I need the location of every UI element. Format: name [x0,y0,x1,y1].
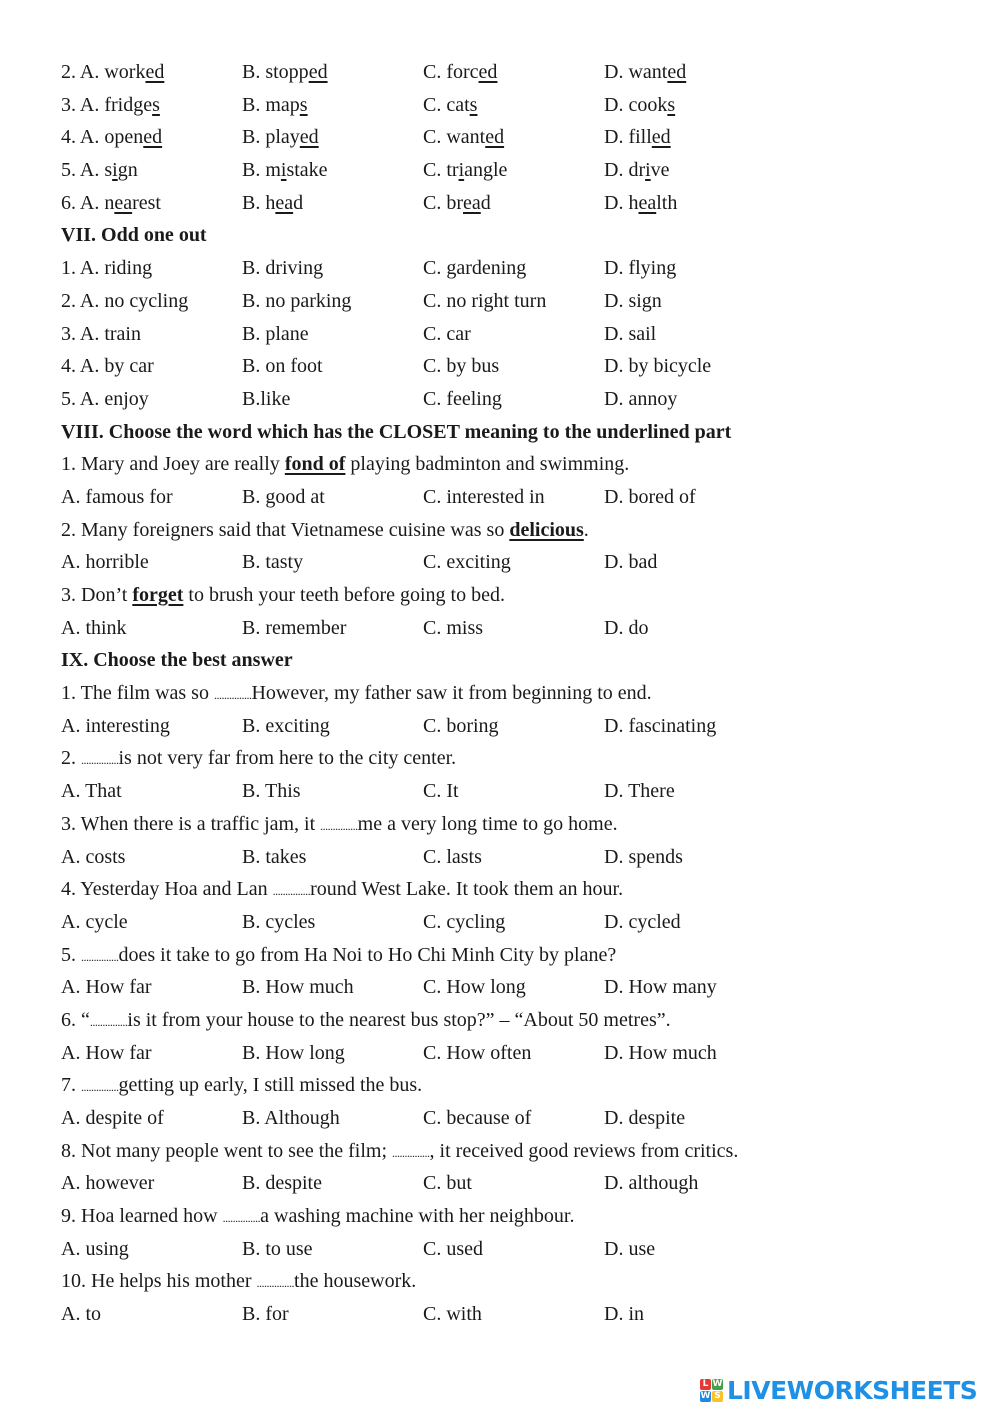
worksheet [61,56,961,1331]
underlined-part: i [458,159,465,182]
question-number: 5. A. [61,159,105,182]
section-heading [61,416,961,449]
option-text: fridge [104,93,153,116]
option[interactable]: C. boring [423,714,499,737]
option[interactable]: 1. A. riding [61,257,153,280]
logo-square-icon: S [712,1391,723,1402]
option[interactable]: C. miss [423,616,484,639]
pronunciation-row [61,154,961,187]
logo-square-icon: L [700,1379,711,1390]
option[interactable] [604,89,675,122]
option-text: open [104,126,144,149]
option[interactable] [61,154,138,187]
underlined-part: ed [143,126,163,149]
answer-row [61,906,961,939]
option-text: C. br [423,191,463,214]
option[interactable]: A. costs [61,845,126,868]
option[interactable]: C. no right turn [423,289,547,312]
option[interactable]: D. How many [604,976,717,999]
underlined-part: i [112,159,118,182]
question [61,448,961,481]
odd-one-out-row [61,252,961,285]
question-text: 2. [61,747,81,770]
logo-text: LIVEWORKSHEETS [727,1375,978,1405]
option-text: angle [464,159,508,182]
option[interactable]: C. by bus [423,355,500,378]
option[interactable]: 5. A. enjoy [61,387,149,410]
blank[interactable]: ............... [81,753,119,768]
option[interactable]: D. annoy [604,387,678,410]
answer-row [61,1233,961,1266]
underlined-part: ed [299,126,319,149]
option[interactable] [61,56,164,89]
question [61,514,961,547]
option[interactable] [423,89,477,122]
option[interactable] [61,89,160,122]
blank[interactable]: ............... [320,818,358,833]
option[interactable] [242,89,308,122]
option[interactable] [423,187,491,220]
option[interactable]: A. How far [61,1041,152,1064]
question-text: is it from your house to the nearest bus stop?” – “About 50 metres”. [127,1008,671,1031]
option[interactable]: D. flying [604,257,677,280]
answer-row [61,710,961,743]
option[interactable] [604,187,677,220]
question-text: the housework. [294,1270,417,1293]
option[interactable] [423,121,504,154]
blank[interactable]: ............... [222,1211,261,1226]
option[interactable] [61,121,162,154]
question [61,1135,961,1168]
option[interactable]: D. sail [604,322,657,345]
blank[interactable]: ............... [213,688,252,703]
question-text: 9. Hoa learned how [61,1205,223,1228]
odd-one-out-row [61,383,961,416]
blank[interactable]: ............... [89,1014,128,1029]
answer-row [61,1037,961,1070]
option[interactable]: A. famous for [61,485,173,508]
section-heading [61,219,961,252]
underlined-part: ed [651,126,671,149]
option[interactable] [604,121,671,154]
option-text: B. stopp [242,61,309,83]
option-text: C. cat [423,93,470,116]
option[interactable]: D. in [604,1303,644,1326]
question [61,742,961,775]
underlined-part: ed [308,61,328,83]
pronunciation-row [61,89,961,122]
question [61,1004,961,1037]
option[interactable]: B. despite [242,1172,322,1195]
question [61,579,961,612]
option[interactable]: A. horrible [61,551,149,574]
option-text: C. tr [423,159,459,182]
option[interactable]: 4. A. by car [61,355,154,378]
option[interactable]: B.like [242,387,291,410]
option[interactable]: D. cycled [604,910,681,933]
section-title: IX. Choose the best answer [61,649,293,672]
option-text: D. cook [604,93,668,116]
question-number: 4. A. [61,126,105,149]
option[interactable]: D. sign [604,289,662,312]
question-text: , it received good reviews from critics. [429,1139,739,1162]
option[interactable]: B. to use [242,1237,313,1260]
option[interactable]: A. How far [61,976,152,999]
underlined-part: ed [145,61,165,83]
option-text: C. forc [423,61,479,83]
option-text: D. h [604,191,639,214]
question [61,873,961,906]
logo-mark-icon [700,1379,723,1402]
question-text: 1. Mary and Joey are really [61,453,285,476]
option[interactable]: B. Although [242,1107,340,1129]
option[interactable]: C. feeling [423,387,502,410]
underlined-part: i [280,159,287,182]
option[interactable]: B. cycles [242,910,316,933]
option[interactable]: A. to [61,1303,101,1326]
option[interactable]: D. use [604,1237,656,1260]
option[interactable]: C. because of [423,1107,532,1129]
pronunciation-row [61,121,961,154]
option-text: work [104,61,146,83]
question-text: does it take to go from Ha Noi to Ho Chi Minh City by plane? [118,943,617,966]
option[interactable] [423,56,497,89]
option[interactable]: B. plane [242,322,309,345]
option[interactable]: B. takes [242,845,307,868]
underlined-word: forget [132,584,184,606]
question-number: 3. A. [61,93,105,116]
underlined-word: delicious [509,518,584,541]
option[interactable]: B. good at [242,485,325,508]
option-text: stake [286,159,328,182]
answer-row [61,775,961,808]
underlined-part: ed [485,126,505,149]
option[interactable] [604,56,686,89]
option[interactable] [61,187,161,220]
question-text: 6. “ [61,1008,90,1031]
question [61,1200,961,1233]
question [61,1265,961,1298]
option-text: B. map [242,93,300,116]
answer-row [61,1102,961,1135]
option[interactable]: A. That [61,780,122,803]
answer-row [61,612,961,645]
option[interactable] [242,121,319,154]
underlined-part: s [299,93,308,116]
option[interactable]: B. exciting [242,714,330,737]
option-text: rest [132,191,161,214]
option[interactable]: D. bad [604,551,658,574]
option[interactable]: C. exciting [423,551,511,574]
underlined-part: ed [667,61,687,83]
underlined-part: ea [463,191,481,214]
option[interactable]: B. How long [242,1041,345,1064]
option[interactable]: C. with [423,1303,482,1326]
underlined-part: ea [275,191,294,214]
option[interactable]: A. however [61,1172,155,1195]
option-text: d [293,191,304,214]
option[interactable]: D. There [604,780,675,803]
answer-row [61,1167,961,1200]
blank[interactable]: ............... [256,1276,295,1291]
question-text: 1. The film was so [61,682,214,705]
option-text: lth [656,191,678,214]
option[interactable]: A. interesting [61,714,170,737]
option[interactable] [604,154,670,187]
question-text: round West Lake. It took them an hour. [310,878,624,901]
question-text: 8. Not many people went to see the film; [61,1139,393,1162]
question-text: 5. [61,943,81,966]
question-number: 6. A. [61,191,105,214]
question-text: me a very long time to go home. [357,812,618,835]
question-text: 3. When there is a traffic jam, it [61,812,321,835]
question-text: 7. [61,1074,81,1097]
option[interactable]: B. remember [242,616,347,639]
option[interactable]: B. no parking [242,289,352,312]
option-text: B. play [242,126,300,149]
blank[interactable]: ............... [272,884,311,899]
question-text: 10. He helps his mother [61,1270,257,1293]
option[interactable]: D. How much [604,1041,717,1064]
underlined-part: s [667,93,676,116]
option-text: D. fill [604,126,652,149]
option[interactable]: B. This [242,780,301,803]
option[interactable]: C. but [423,1172,472,1195]
question-text: to brush your teeth before going to bed. [183,584,505,606]
option-text: gn [117,159,138,182]
question [61,808,961,841]
blank[interactable]: ............... [81,949,119,964]
option-text: d [480,191,491,214]
option[interactable]: C. used [423,1237,483,1260]
option[interactable]: A. using [61,1237,129,1260]
blank[interactable]: ............... [81,1080,119,1095]
option[interactable]: D. by bicycle [604,355,712,378]
question-text: . [583,518,589,541]
option[interactable]: B. on foot [242,355,323,378]
option[interactable]: D. do [604,616,649,639]
question-number: 2. A. [61,61,105,83]
logo-square-icon: W [712,1378,723,1389]
option[interactable] [423,154,507,187]
option[interactable]: D. although [604,1172,699,1195]
question-text: 3. Don’t [61,584,133,606]
option[interactable]: C. gardening [423,257,527,280]
option-text: ve [650,159,670,182]
option[interactable]: C. lasts [423,845,482,868]
option[interactable]: C. car [423,322,471,345]
option[interactable]: A. cycle [61,910,128,933]
option[interactable]: D. despite [604,1107,686,1129]
section-title: VIII. Choose the word which has the CLOSET meaning to the underlined part [61,420,732,443]
section-heading [61,644,961,677]
option[interactable]: C. How often [423,1041,532,1064]
answer-row [61,1298,961,1331]
question [61,1069,961,1102]
underlined-part: s [469,93,478,116]
option[interactable]: 3. A. train [61,322,141,345]
pronunciation-row [61,56,961,89]
question-text: playing badminton and swimming. [345,453,630,476]
option[interactable]: D. bored of [604,485,696,508]
option[interactable]: C. How long [423,976,526,999]
option-text: D. want [604,61,668,83]
option-text: s [104,159,113,182]
option[interactable] [242,56,328,89]
option[interactable]: C. It [423,780,459,803]
option[interactable]: C. cycling [423,910,506,933]
question-text: 2. Many foreigners said that Vietnamese cuisine was so [61,518,510,541]
option[interactable]: 2. A. no cycling [61,289,189,312]
option[interactable]: A. think [61,616,127,639]
odd-one-out-row [61,285,961,318]
logo-square-icon: W [700,1390,711,1401]
option[interactable]: B. How much [242,976,354,999]
underlined-part: ed [478,61,498,83]
question [61,677,961,710]
blank[interactable]: ............... [392,1145,430,1160]
underlined-word: fond of [284,453,346,476]
option-text: C. want [423,126,486,149]
answer-row [61,841,961,874]
question-text: However, my father saw it from beginning to end. [251,682,652,705]
option[interactable] [242,154,328,187]
odd-one-out-row [61,318,961,351]
answer-row [61,546,961,579]
answer-row [61,481,961,514]
option-text: n [104,191,115,214]
option[interactable]: B. driving [242,257,324,280]
underlined-part: ea [114,191,133,214]
option-text: B. m [242,159,281,182]
option-text: D. dr [604,159,646,182]
option-text: B. h [242,191,276,214]
question-text: 4. Yesterday Hoa and Lan [61,878,273,901]
question [61,939,961,972]
question-text: is not very far from here to the city center. [118,747,457,770]
question-text: a washing machine with her neighbour. [260,1205,575,1228]
option[interactable]: C. interested in [423,485,545,508]
liveworksheets-logo[interactable] [700,1372,977,1408]
option[interactable]: B. for [242,1303,289,1326]
option[interactable]: D. fascinating [604,714,717,737]
answer-row [61,971,961,1004]
option[interactable]: A. despite of [61,1107,164,1129]
option[interactable] [242,187,303,220]
underlined-part: ea [638,191,657,214]
odd-one-out-row [61,350,961,383]
option[interactable]: D. spends [604,845,683,868]
question-text: getting up early, I still missed the bus. [118,1074,423,1097]
underlined-part: i [645,159,651,182]
section-title: VII. Odd one out [61,224,207,247]
option[interactable]: B. tasty [242,551,304,574]
underlined-part: s [152,93,160,116]
pronunciation-row [61,187,961,220]
